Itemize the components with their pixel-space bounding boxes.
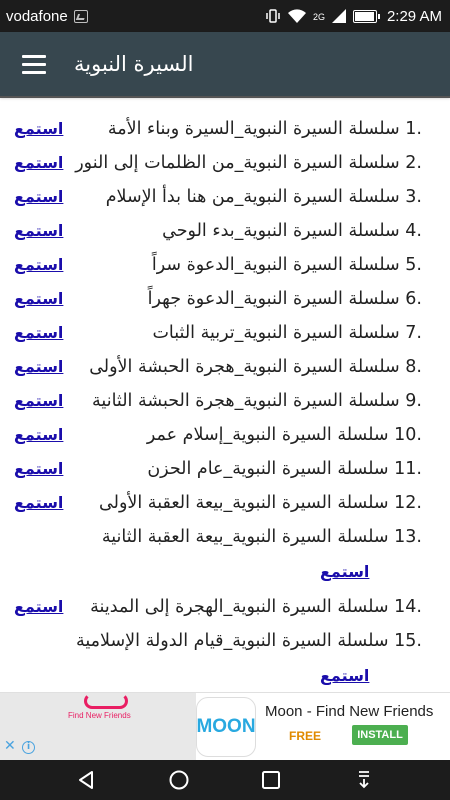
lecture-number: 12. <box>394 493 422 513</box>
ad-title[interactable]: Moon - Find New Friends <box>265 703 434 720</box>
listen-link[interactable]: استمع <box>14 357 64 376</box>
lecture-title: سلسلة السيرة النبوية_هجرة الحبشة الأولى <box>89 357 400 377</box>
lecture-title: سلسلة السيرة النبوية_من هنا بدأ الإسلام <box>105 187 400 207</box>
listen-link[interactable]: استمع <box>14 493 64 512</box>
ad-close-icon[interactable]: ✕ <box>4 738 16 754</box>
carrier-name: vodafone <box>6 7 68 25</box>
listen-link[interactable]: استمع <box>14 391 64 410</box>
lecture-number: 5. <box>405 255 422 275</box>
list-item <box>0 282 450 316</box>
listen-link[interactable]: استمع <box>14 187 64 206</box>
lecture-title: سلسلة السيرة النبوية_بيعة العقبة الثانية <box>101 527 389 547</box>
recent-apps-icon[interactable] <box>260 769 282 791</box>
ad-price: FREE <box>289 729 322 743</box>
lecture-number: 2. <box>405 153 422 173</box>
lecture-number: 1. <box>405 119 422 139</box>
list-item <box>0 384 450 418</box>
listen-link[interactable]: استمع <box>14 459 64 478</box>
lecture-title: سلسلة السيرة النبوية_الدعوة سراً <box>151 255 400 275</box>
back-icon[interactable] <box>75 769 97 791</box>
ad-banner[interactable] <box>0 692 450 760</box>
list-item <box>0 452 450 486</box>
lecture-number: 9. <box>405 391 422 411</box>
listen-link[interactable]: استمع <box>320 562 370 581</box>
lecture-number: 3. <box>405 187 422 207</box>
clock: 2:29 AM <box>386 7 442 25</box>
lecture-number: 7. <box>405 323 422 343</box>
home-icon[interactable] <box>168 769 190 791</box>
list-item <box>0 248 450 282</box>
listen-link[interactable]: استمع <box>14 323 64 342</box>
battery-icon <box>353 10 377 23</box>
list-item <box>0 180 450 214</box>
ad-info-icon[interactable]: i <box>22 741 35 754</box>
listen-link[interactable]: استمع <box>14 119 64 138</box>
listen-link[interactable]: استمع <box>320 666 370 685</box>
status-left <box>6 8 88 25</box>
lecture-title: سلسلة السيرة النبوية_بيعة العقبة الأولى <box>99 493 389 513</box>
signal-icon <box>331 8 347 24</box>
lecture-title: سلسلة السيرة النبوية_إسلام عمر <box>146 425 389 445</box>
list-item <box>0 214 450 248</box>
lecture-title: سلسلة السيرة النبوية_بدء الوحي <box>162 221 400 241</box>
lecture-title: سلسلة السيرة النبوية_قيام الدولة الإسلامية <box>76 631 389 651</box>
list-item <box>0 146 450 180</box>
lecture-title: سلسلة السيرة النبوية_من الظلمات إلى النور <box>75 153 400 173</box>
image-notification-icon <box>74 10 88 23</box>
lecture-title: سلسلة السيرة النبوية_هجرة الحبشة الثانية <box>92 391 400 411</box>
vibrate-icon <box>265 8 281 24</box>
listen-link[interactable]: استمع <box>14 255 64 274</box>
menu-icon[interactable] <box>14 44 54 84</box>
navigation-bar <box>0 760 450 800</box>
ad-app-icon[interactable]: MOON <box>196 697 256 757</box>
ad-left-caption: Find New Friends <box>68 711 131 720</box>
lecture-title: سلسلة السيرة النبوية_تربية الثبات <box>152 323 400 343</box>
lecture-list[interactable] <box>0 96 450 692</box>
battery-level <box>355 12 374 21</box>
page-title: السيرة النبوية <box>74 52 194 76</box>
list-item <box>0 520 450 590</box>
status-bar <box>0 0 450 32</box>
list-item <box>0 590 450 624</box>
network-type: 2G <box>312 11 325 22</box>
list-item <box>0 350 450 384</box>
status-right <box>265 8 442 25</box>
lecture-number: 14. <box>394 597 422 617</box>
wifi-icon <box>287 8 307 24</box>
listen-link[interactable]: استمع <box>14 153 64 172</box>
lecture-number: 8. <box>405 357 422 377</box>
notification-pulldown-icon[interactable] <box>353 769 375 791</box>
lecture-number: 4. <box>405 221 422 241</box>
listen-link[interactable]: استمع <box>14 289 64 308</box>
lecture-number: 10. <box>394 425 422 445</box>
list-item <box>0 624 450 692</box>
lecture-number: 13. <box>394 527 422 547</box>
lecture-title: سلسلة السيرة النبوية_السيرة وبناء الأمة <box>107 119 400 139</box>
lecture-title: سلسلة السيرة النبوية_الهجرة إلى المدينة <box>90 597 389 617</box>
lecture-title: سلسلة السيرة النبوية_عام الحزن <box>147 459 389 479</box>
list-item <box>0 486 450 520</box>
list-item <box>0 316 450 350</box>
ad-logo-mini <box>84 693 128 709</box>
app-bar <box>0 32 450 96</box>
listen-link[interactable]: استمع <box>14 425 64 444</box>
lecture-number: 6. <box>405 289 422 309</box>
list-item <box>0 418 450 452</box>
listen-link[interactable]: استمع <box>14 597 64 616</box>
ad-install-button[interactable]: INSTALL <box>352 725 408 745</box>
lecture-title: سلسلة السيرة النبوية_الدعوة جهراً <box>147 289 400 309</box>
lecture-number: 11. <box>394 459 422 479</box>
listen-link[interactable]: استمع <box>14 221 64 240</box>
list-item <box>0 112 450 146</box>
lecture-number: 15. <box>394 631 422 651</box>
